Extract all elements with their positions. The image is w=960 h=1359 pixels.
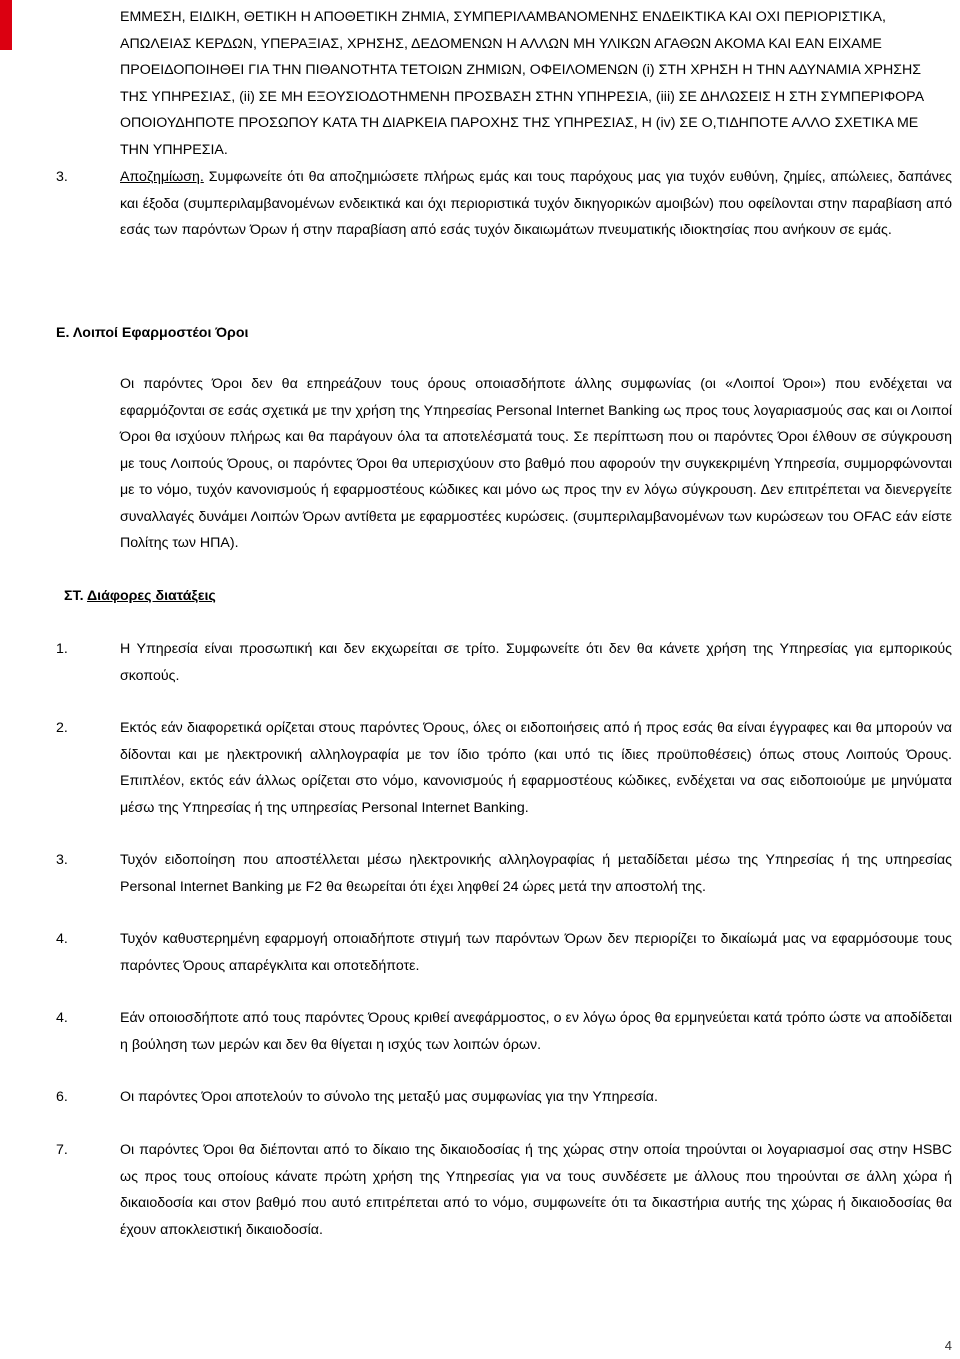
indemnity-text: Συμφωνείτε ότι θα αποζημιώσετε πλήρως εμάς και τους παρόχους μας για τυχόν ευθύνη, ζημίες, απώλειες, δαπάνες και έξοδα (συμπεριλαμβανομένων ενδεικτικά και όχι περιοριστικά τυχόν δικηγορικών αμοιβών) που οφείλονται στην παραβίαση από εσάς των παρόντων Όρων ή στην παραβίαση από εσάς τυχόν δικαιωμάτων πνευματικής ιδιοκτησίας που ανήκουν σε εμάς.: [120, 169, 952, 238]
indemnity-title: Αποζημίωση.: [120, 169, 204, 185]
misc-item-text: Τυχόν καθυστερημένη εφαρμογή οποιαδήποτε στιγμή των παρόντων Όρων δεν περιορίζει το δικαίωμά μας να εφαρμόσουμε τους παρόντες Όρους απαρέγκλιτα και οποτεδήποτε.: [120, 931, 952, 974]
misc-item-number: 1.: [56, 641, 68, 657]
misc-item-number: 4.: [56, 1010, 68, 1026]
misc-item-number: 6.: [56, 1089, 68, 1105]
misc-item-text: Η Υπηρεσία είναι προσωπική και δεν εκχωρείται σε τρίτο. Συμφωνείτε ότι δεν θα κάνετε χρήση της Υπηρεσίας για εμπορικούς σκοπούς.: [120, 641, 952, 684]
misc-heading: [64, 583, 216, 610]
misc-item-number: 4.: [56, 931, 68, 947]
other-terms-heading: Ε. Λοιποί Εφαρμοστέοι Όροι: [56, 325, 249, 341]
misc-item-text: Εκτός εάν διαφορετικά ορίζεται στους παρόντες Όρους, όλες οι ειδοποιήσεις από ή προς εσάς θα είναι έγγραφες και θα μπορούν να δίδονται και με ηλεκτρονική αλληλογραφία με τον ίδιο τρόπο (και υπό τις ίδιες προϋποθέσεις) όπως στους Λοιπούς Όρους. Επιπλέον, εκτός εάν άλλως ορίζεται στο νόμο, κανονισμούς ή εφαρμοστέους κώδικες, ενδέχεται να σας ειδοποιούμε με μηνύματα μέσω της Υπηρεσίας ή της υπηρεσίας Personal Internet Banking.: [120, 720, 952, 816]
misc-heading-prefix: ΣΤ.: [64, 588, 84, 604]
indemnity-paragraph: [120, 164, 952, 244]
misc-item-text: Εάν οποιοσδήποτε από τους παρόντες Όρους κριθεί ανεφάρμοστος, ο εν λόγω όρος θα ερμηνεύεται κατά τρόπο ώστε να αποδίδεται η βούληση των μερών και δεν θα θίγεται η ισχύς των λοιπών όρων.: [120, 1010, 952, 1053]
page-number: 4: [944, 1338, 952, 1353]
misc-item-number: 7.: [56, 1142, 68, 1158]
misc-item-number: 3.: [56, 852, 68, 868]
misc-item-number: 2.: [56, 720, 68, 736]
misc-item-text: Οι παρόντες Όροι αποτελούν το σύνολο της μεταξύ μας συμφωνίας για την Υπηρεσία.: [120, 1089, 658, 1105]
misc-item-text: Οι παρόντες Όροι θα διέπονται από το δίκαιο της δικαιοδοσίας ή της χώρας στην οποία τηρούνται οι λογαριασμοί σας στην HSBC ως προς τους οποίους κάνατε πρώτη χρήση της Υπηρεσίας για να τους συνδέσετε με άλλους που τηρούνται σε άλλη χώρα ή δικαιοδοσία και στον βαθμό που αυτό επιτρέπεται από το νόμο, συμφωνείτε ότι τα δικαστήρια αυτής της χώρας ή δικαιοδοσίας θα έχουν αποκλειστική δικαιοδοσία.: [120, 1142, 952, 1238]
other-terms-paragraph: Οι παρόντες Όροι δεν θα επηρεάζουν τους όρους οποιασδήποτε άλλης συμφωνίας (οι «Λοιποί Όροι») που ενδέχεται να εφαρμόζονται σε εσάς σχετικά με την χρήση της Υπηρεσίας Personal Internet Banking ως προς τους λογαριασμούς σας και οι Λοιποί Όροι θα ισχύουν πλήρως και θα παράγουν όλα τα αποτελέσματά τους. Σε περίπτωση που οι παρόντες Όροι έλθουν σε σύγκρουση με τους Λοιπούς Όρους, οι παρόντες Όροι θα υπερισχύουν στο βαθμό που αφορούν την συγκεκριμένη Υπηρεσία, συμμορφώνονται με το νόμο, τυχόν κανονισμούς ή εφαρμοστέους κώδικες και μόνο ως προς την εν λόγω σύγκρουση. Δεν επιτρέπεται να διενεργείτε συναλλαγές δυνάμει Λοιπών Όρων αντίθετα με εφαρμοστέες κυρώσεις. (συμπεριλαμβανομένων των κυρώσεων του OFAC εάν είστε Πολίτης των ΗΠΑ).: [120, 376, 952, 551]
liability-clause-continuation: ΕΜΜΕΣΗ, ΕΙΔΙΚΗ, ΘΕΤΙΚΗ Η ΑΠΟΘΕΤΙΚΗ ΖΗΜΙΑ, ΣΥΜΠΕΡΙΛΑΜΒΑΝΟΜΕΝΗΣ ΕΝΔΕΙΚΤΙΚΑ ΚΑΙ ΟΧΙ ΠΕΡΙΟΡΙΣΤΙΚΑ, ΑΠΩΛΕΙΑΣ ΚΕΡΔΩΝ, ΥΠΕΡΑΞΙΑΣ, ΧΡΗΣΗΣ, ΔΕΔΟΜΕΝΩΝ Η ΑΛΛΩΝ ΜΗ ΥΛΙΚΩΝ ΑΓΑΘΩΝ ΑΚΟΜΑ ΚΑΙ ΕΑΝ ΕΙΧΑΜΕ ΠΡΟΕΙΔΟΠΟΙΗΘΕΙ ΓΙΑ ΤΗΝ ΠΙΘΑΝΟΤΗΤΑ ΤΕΤΟΙΩΝ ΖΗΜΙΩΝ, ΟΦΕΙΛΟΜΕΝΩΝ (i) ΣΤΗ ΧΡΗΣΗ Η ΤΗΝ ΑΔΥΝΑΜΙΑ ΧΡΗΣΗΣ ΤΗΣ ΥΠΗΡΕΣΙΑΣ, (ii) ΣΕ ΜΗ ΕΞΟΥΣΙΟΔΟΤΗΜΕΝΗ ΠΡΟΣΒΑΣΗ ΣΤΗΝ ΥΠΗΡΕΣΙΑ, (iii) ΣΕ ΔΗΛΩΣΕΙΣ Η ΣΤΗ ΣΥΜΠΕΡΙΦΟΡΑ ΟΠΟΙΟΥΔΗΠΟΤΕ ΠΡΟΣΩΠΟΥ ΚΑΤΑ ΤΗ ΔΙΑΡΚΕΙΑ ΠΑΡΟΧΗΣ ΤΗΣ ΥΠΗΡΕΣΙΑΣ, Η (iv) ΣΕ Ο,ΤΙΔΗΠΟΤΕ ΑΛΛΟ ΣΧΕΤΙΚΑ ΜΕ ΤΗΝ ΥΠΗΡΕΣΙΑ.: [120, 9, 924, 158]
indemnity-number: 3.: [56, 169, 68, 185]
misc-heading-title: Διάφορες διατάξεις: [86, 588, 216, 604]
brand-accent-bar: [0, 0, 12, 50]
misc-item-text: Τυχόν ειδοποίηση που αποστέλλεται μέσω ηλεκτρονικής αλληλογραφίας ή μεταδίδεται μέσω της Υπηρεσίας ή της υπηρεσίας Personal Internet Banking με F2 θα θεωρείται ότι έχει ληφθεί 24 ώρες μετά την αποστολή της.: [120, 852, 952, 895]
